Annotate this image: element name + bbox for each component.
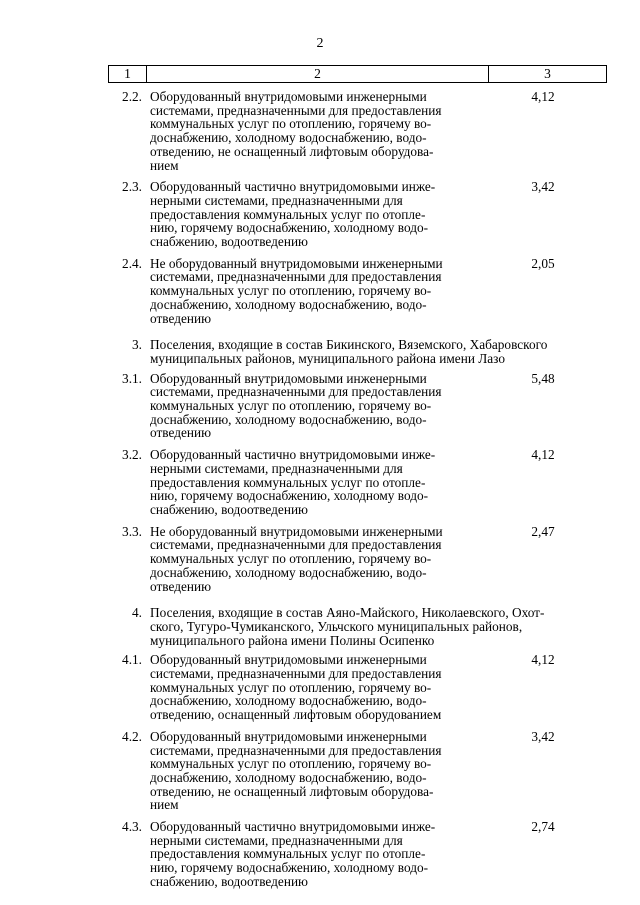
table-row <box>108 730 606 812</box>
row-number: 2.2. <box>122 89 142 104</box>
row-number: 4.2. <box>122 728 142 744</box>
row-number: 2.3. <box>122 179 142 195</box>
row-number: 3.1. <box>122 370 142 386</box>
column-header-3: 3 <box>489 66 607 83</box>
row-number: 2.4. <box>122 255 142 271</box>
column-header-table <box>108 65 607 83</box>
row-value: 4,12 <box>531 89 555 104</box>
row-description: Оборудованный внутридомовыми инженерными системами, предназначенными для предоставления коммунальных услуг по отоплению, горячему во- доснабжению, холодному водоснабжению, водо- отведению, не оснащенный лифтовым оборудова- нием <box>150 89 442 173</box>
row-description: Оборудованный внутридомовыми инженерными системами, предназначенными для предоставления коммунальных услуг по отоплению, горячему во- доснабжению, холодному водоснабжению, водо- отведению, не оснащенный лифтовым оборудова- нием <box>150 728 442 813</box>
section-heading-row <box>108 338 606 365</box>
row-description: Оборудованный частично внутридомовыми инже- нерными системами, предназначенными для предоставления коммунальных услуг по отопле- нию, горячему водоснабжению, холодному водо- снабжению, водоотведению <box>150 819 436 889</box>
section-number: 3. <box>132 337 142 353</box>
row-number: 3.2. <box>122 447 142 463</box>
page-number: 2 <box>316 36 324 51</box>
row-description: Оборудованный внутридомовыми инженерными системами, предназначенными для предоставления коммунальных услуг по отоплению, горячему во- доснабжению, холодному водоснабжению, водо- отведению <box>150 370 442 441</box>
section-title: Поселения, входящие в состав Аяно-Майского, Николаевского, Охот- ского, Тугуро-Чумиканского, Ульчского муниципальных районов, муниципального района имени Полины Осипенко <box>150 605 545 648</box>
column-header-1: 1 <box>109 66 147 83</box>
column-header-2: 2 <box>147 66 489 83</box>
table-row <box>108 653 606 722</box>
table-row <box>108 90 606 172</box>
tariff-rows <box>108 90 606 889</box>
row-value: 2,74 <box>531 819 555 835</box>
section-title: Поселения, входящие в состав Бикинского, Вяземского, Хабаровского муниципальных районов, муниципального района имени Лазо <box>150 337 548 366</box>
row-value: 4,12 <box>531 652 555 668</box>
row-value: 3,42 <box>531 179 555 195</box>
row-description: Оборудованный внутридомовыми инженерными системами, предназначенными для предоставления коммунальных услуг по отоплению, горячему во- доснабжению, холодному водоснабжению, водо- отведению, оснащенный лифтовым оборудованием <box>150 652 442 723</box>
row-value: 4,12 <box>531 447 555 463</box>
table-row <box>108 448 606 517</box>
table-row <box>108 257 606 326</box>
section-number: 4. <box>132 605 142 621</box>
row-value: 2,47 <box>531 523 555 539</box>
row-number: 4.3. <box>122 819 142 835</box>
table-row <box>108 820 606 889</box>
table-row <box>108 372 606 441</box>
row-number: 3.3. <box>122 523 142 539</box>
table-row <box>108 180 606 249</box>
table-row <box>108 525 606 594</box>
section-heading-row <box>108 606 606 647</box>
row-description: Не оборудованный внутридомовыми инженерными системами, предназначенными для предоставления коммунальных услуг по отоплению, горячему во- доснабжению, холодному водоснабжению, водо- отведению <box>150 523 443 594</box>
row-value: 2,05 <box>531 255 555 271</box>
row-number: 4.1. <box>122 652 142 668</box>
row-description: Оборудованный частично внутридомовыми инже- нерными системами, предназначенными для предоставления коммунальных услуг по отопле- нию, горячему водоснабжению, холодному водо- снабжению, водоотведению <box>150 447 436 517</box>
row-value: 3,42 <box>531 728 555 744</box>
row-description: Не оборудованный внутридомовыми инженерными системами, предназначенными для предоставления коммунальных услуг по отоплению, горячему во- доснабжению, холодному водоснабжению, водо- отведению <box>150 255 443 326</box>
row-description: Оборудованный частично внутридомовыми инже- нерными системами, предназначенными для предоставления коммунальных услуг по отопле- нию, горячему водоснабжению, холодному водо- снабжению, водоотведению <box>150 179 436 250</box>
row-value: 5,48 <box>531 370 555 386</box>
